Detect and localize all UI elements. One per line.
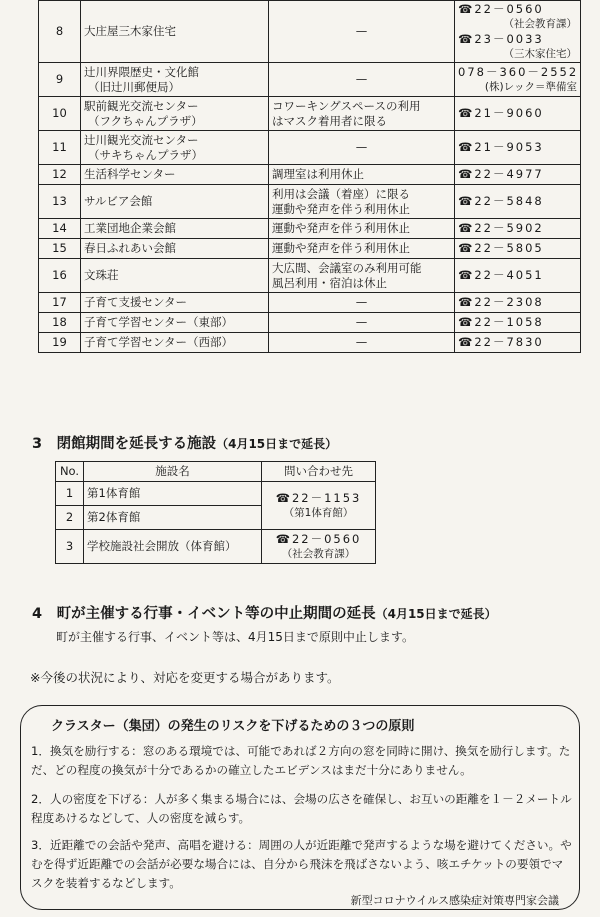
usage-note: — (269, 131, 455, 165)
table-row (39, 63, 581, 97)
box-title: クラスター（集団）の発生のリスクを下げるための３つの原則 (51, 719, 415, 734)
col-header-name: 施設名 (84, 462, 262, 482)
row-number: 14 (39, 219, 81, 239)
table-row (39, 185, 581, 219)
table-row: 1 第1体育館 ☎22－1153 （第1体育館） (56, 482, 376, 506)
cluster-principles-box (20, 705, 580, 910)
section3-heading: 3 閉館期間を延長する施設（4月15日まで延長） (32, 436, 338, 452)
signature: 新型コロナウイルス感染症対策専門家会議 (350, 894, 559, 907)
col-header-contact: 問い合わせ先 (262, 462, 376, 482)
table-row (39, 97, 581, 131)
facility-name: 子育て学習センター（東部） (81, 313, 269, 333)
facility-name: 駅前観光交流センター （フクちゃんプラザ） (81, 97, 269, 131)
contact-phone: ☎21－9053 (455, 131, 581, 165)
facility-name: 春日ふれあい会館 (81, 239, 269, 259)
contact-cell: ☎22－1153 （第1体育館） (262, 482, 376, 530)
row-number: 12 (39, 165, 81, 185)
row-number: 15 (39, 239, 81, 259)
usage-note: — (269, 313, 455, 333)
table-row (39, 239, 581, 259)
contact-phone: ☎22－2308 (455, 293, 581, 313)
row-number: 9 (39, 63, 81, 97)
row-number: 10 (39, 97, 81, 131)
table-row (39, 1, 581, 63)
contact-phone: 078－360－2552 (株)レック＝準備室 (455, 63, 581, 97)
principle-item-2: 2．人の密度を下げる：人が多く集まる場合には、会場の広さを確保し、お互いの距離を１－２メートル程度あけるなどして、人の密度を減らす。 (31, 792, 572, 825)
facility-name: 子育て学習センター（西部） (81, 333, 269, 353)
facilities-table (38, 0, 581, 353)
contact-phone: ☎22－5902 (455, 219, 581, 239)
row-number: 18 (39, 313, 81, 333)
table-row (39, 313, 581, 333)
row-number: 8 (39, 1, 81, 63)
row-number: 11 (39, 131, 81, 165)
principle-item-3: 3．近距離での会話や発声、高唱を避ける：周囲の人が近距離で発声するような場を避けてください。やむを得ず近距離での会話が必要な場合には、自分から飛沫を飛ばさないよう、咳エチケットの要領でマスクを装着するなどします。 (31, 838, 572, 890)
table-row: 2 第2体育館 (56, 506, 376, 530)
usage-note: — (269, 293, 455, 313)
col-header-no: No. (56, 462, 84, 482)
extended-closure-table (55, 461, 376, 564)
usage-note: 調理室は利用休止 (269, 165, 455, 185)
table-row (39, 131, 581, 165)
facility-name: 子育て支援センター (81, 293, 269, 313)
facility-name: 辻川界隈歴史・文化館 （旧辻川郵便局） (81, 63, 269, 97)
table-row (39, 259, 581, 293)
principle-item-1: 1．換気を励行する：窓のある環境では、可能であれば２方向の窓を同時に開け、換気を励行します。ただ、どの程度の換気が十分であるかの確立したエビデンスはまだ十分にありません。 (31, 744, 571, 777)
row-number: 19 (39, 333, 81, 353)
table-row (39, 165, 581, 185)
section4-text: 町が主催する行事、イベント等は、4月15日まで原則中止します。 (56, 630, 414, 644)
facility-name: 文珠荘 (81, 259, 269, 293)
contact-phone: ☎22－4051 (455, 259, 581, 293)
usage-note: 利用は会議（着座）に限る 運動や発声を伴う利用休止 (269, 185, 455, 219)
facility-name: 大庄屋三木家住宅 (81, 1, 269, 63)
usage-note: — (269, 63, 455, 97)
table-row: 3 学校施設社会開放（体育館） ☎22－0560 （社会教育課） (56, 530, 376, 564)
facility-name: 生活科学センター (81, 165, 269, 185)
contact-phone: ☎22－7830 (455, 333, 581, 353)
table-row (39, 219, 581, 239)
usage-note: — (269, 1, 455, 63)
usage-note: 運動や発声を伴う利用休止 (269, 219, 455, 239)
contact-cell: ☎22－0560 （社会教育課） (262, 530, 376, 564)
table-row (39, 293, 581, 313)
section4-heading: 4 町が主催する行事・イベント等の中止期間の延長（4月15日まで延長） (32, 606, 497, 622)
facility-name: 工業団地企業会館 (81, 219, 269, 239)
usage-note: 大広間、会議室のみ利用可能 風呂利用・宿泊は休止 (269, 259, 455, 293)
contact-phone: ☎22－4977 (455, 165, 581, 185)
contact-phone: ☎22－5848 (455, 185, 581, 219)
change-notice: ※今後の状況により、対応を変更する場合があります。 (30, 670, 340, 685)
facility-name: サルビア会館 (81, 185, 269, 219)
row-number: 17 (39, 293, 81, 313)
contact-phone: ☎22－0560 （社会教育課） ☎23－0033 （三木家住宅） (455, 1, 581, 63)
contact-phone: ☎22－1058 (455, 313, 581, 333)
facility-name: 辻川観光交流センター （サキちゃんプラザ） (81, 131, 269, 165)
contact-phone: ☎21－9060 (455, 97, 581, 131)
usage-note: 運動や発声を伴う利用休止 (269, 239, 455, 259)
usage-note: — (269, 333, 455, 353)
usage-note: コワーキングスペースの利用 はマスク着用者に限る (269, 97, 455, 131)
row-number: 16 (39, 259, 81, 293)
table-row (39, 333, 581, 353)
row-number: 13 (39, 185, 81, 219)
contact-phone: ☎22－5805 (455, 239, 581, 259)
